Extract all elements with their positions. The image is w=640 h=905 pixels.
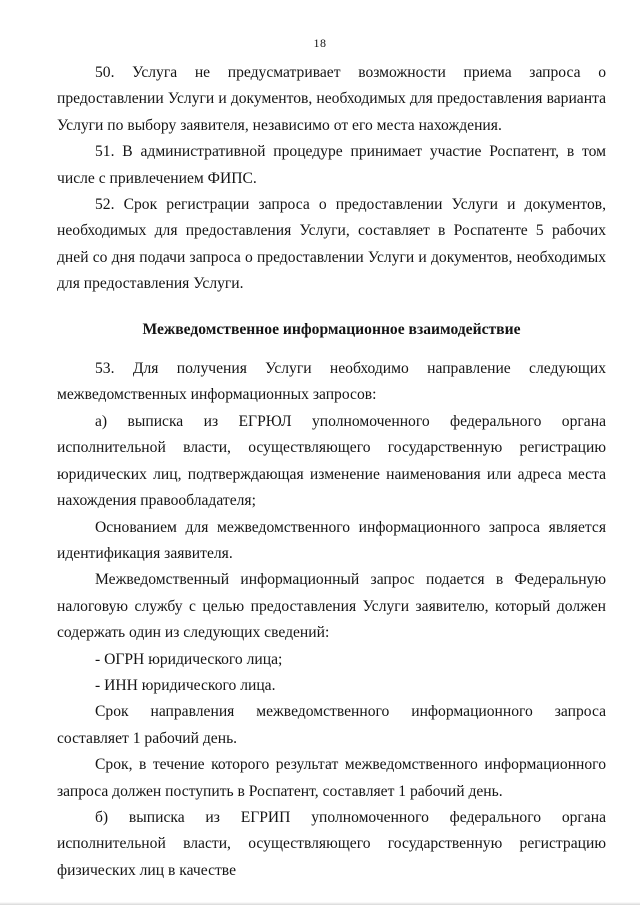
document-body: [57, 60, 606, 884]
paragraph-result-term: Срок, в течение которого результат межведомственного информационного запроса должен поступить в Роспатент, составляет 1 рабочий день.: [57, 756, 606, 800]
paragraph-50: 50. Услуга не предусматривает возможности приема запроса о предоставлении Услуги и документов, необходимых для предоставления варианта Услуги по выбору заявителя, независимо от его места нахождения.: [57, 64, 606, 134]
paragraph-53: 53. Для получения Услуги необходимо направление следующих межведомственных информационных запросов:: [57, 360, 606, 404]
paragraph-53b: б) выписка из ЕГРИП уполномоченного федерального органа исполнительной власти, осуществляющего государственную регистрацию физических лиц в качестве: [57, 808, 606, 879]
paragraph-51: 51. В административной процедуре принимает участие Роспатент, в том числе с привлечением ФИПС.: [57, 143, 606, 187]
list-item-inn: - ИНН юридического лица.: [95, 676, 276, 694]
list-item-ogrn: - ОГРН юридического лица;: [95, 650, 283, 668]
page-number: 18: [313, 36, 327, 50]
paragraph-52: 52. Срок регистрации запроса о предоставлении Услуги и документов, необходимых для предоставления Услуги, составляет в Роспатенте 5 рабочих дней со дня подачи запроса о предоставлении Услуги и документов, необходимых для предоставления Услуги.: [57, 196, 606, 293]
section-heading: Межведомственное информационное взаимодействие: [142, 320, 521, 338]
paragraph-53a: а) выписка из ЕГРЮЛ уполномоченного федерального органа исполнительной власти, осуществляющего государственную регистрацию юридических лиц, подтверждающая изменение наименования или адреса места нахождения правообладателя;: [57, 412, 606, 510]
paragraph-request: Межведомственный информационный запрос подается в Федеральную налоговую службу с целью предоставления Услуги заявителю, который должен содержать один из следующих сведений:: [57, 571, 606, 642]
paragraph-basis: Основанием для межведомственного информационного запроса является идентификация заявителя.: [57, 518, 606, 562]
paragraph-send-term: Срок направления межведомственного информационного запроса составляет 1 рабочий день.: [57, 703, 606, 747]
